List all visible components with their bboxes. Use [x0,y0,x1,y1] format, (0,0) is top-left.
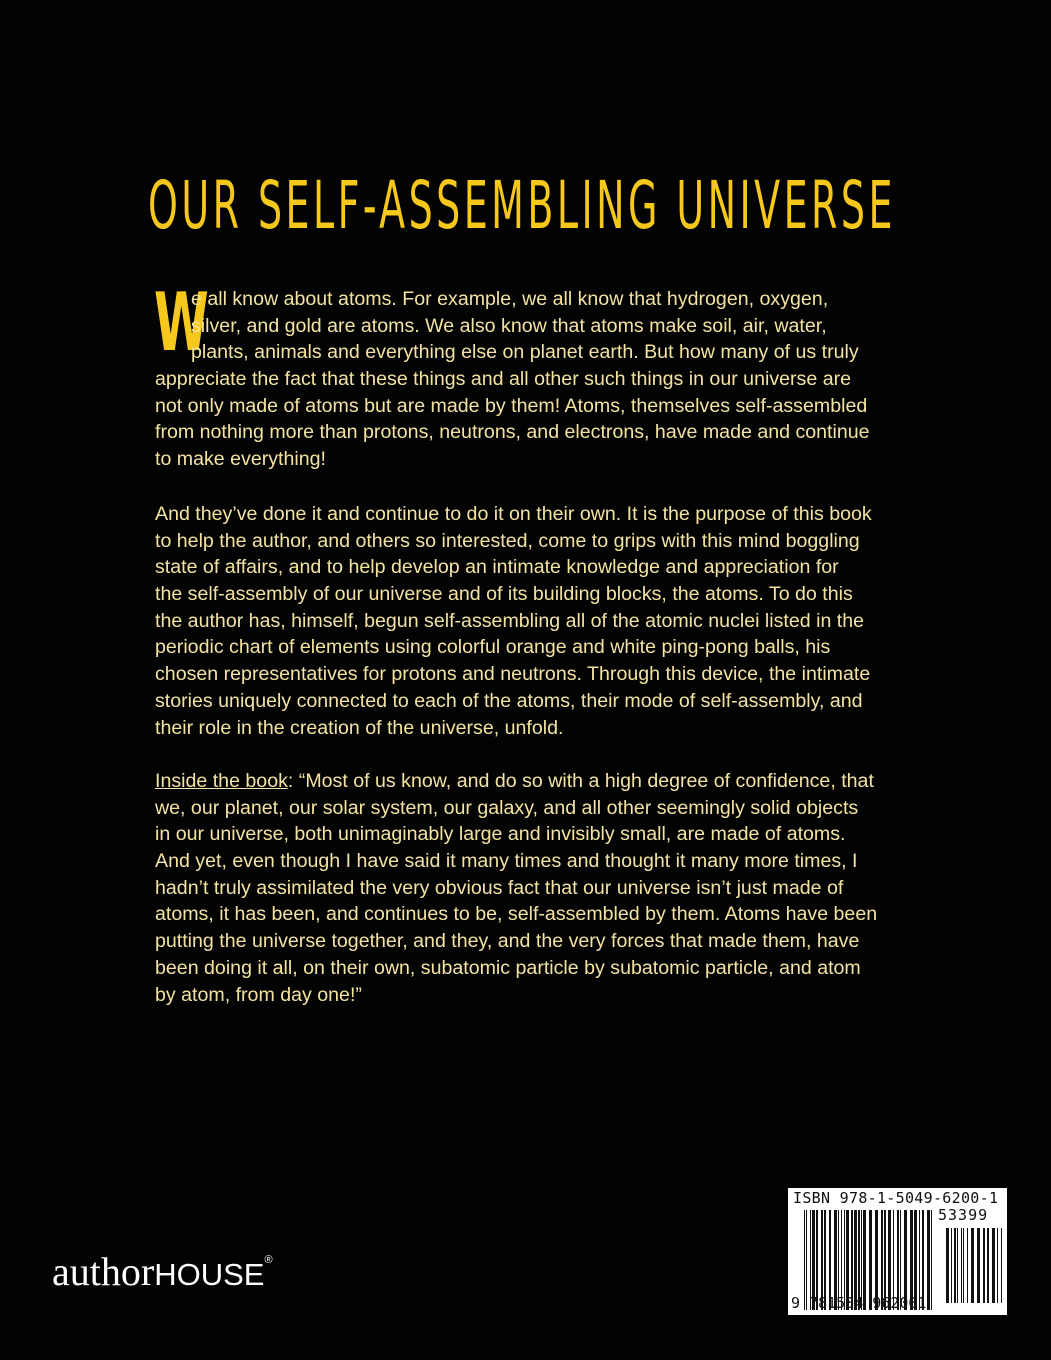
text-line: plants, animals and everything else on planet earth. But how many of us truly [191,341,859,364]
barcode-bar [931,1210,932,1310]
isbn-barcode [788,1188,1007,1315]
text-line: appreciate the fact that these things and all other such things in our universe are [155,368,852,391]
text-line: And they’ve done it and continue to do it on their own. It is the purpose of this book [155,503,872,525]
barcode-bar [997,1228,998,1303]
barcode-bar [1001,1228,1002,1303]
registered-mark: ® [264,1254,273,1266]
barcode-bar [961,1228,962,1303]
text-line-rest: : “Most of us know, and do so with a high degree of confidence, that [287,770,874,792]
text-line: And yet, even though I have said it many times and thought it many more times, I [155,850,858,873]
barcode-bar [983,1228,985,1303]
barcode-bar [954,1228,956,1303]
isbn-number: ISBN 978-1-5049-6200-1 [793,1189,999,1207]
paragraph-purpose [155,501,872,741]
text-line: periodic chart of elements using colorful orange and white ping-pong balls, his [155,636,831,659]
ean-digits: 9 781504 962001 [791,1294,927,1312]
price-code: 53399 [938,1206,989,1224]
text-line: silver, and gold are atoms. We also know that atoms make soil, air, water, [191,314,827,337]
text-line: hadn’t truly assimilated the very obvious fact that our universe isn’t just made of [155,876,844,899]
barcode-bar [927,1210,930,1310]
text-line [155,768,877,795]
barcode-bar [971,1228,974,1303]
text-line: atoms, it has been, and continues to be, self-assembled by them. Atoms have been [155,903,878,926]
logo-house: HOUSE [154,1257,265,1292]
inside-the-book-label: Inside the book [155,770,288,792]
barcode-bar [992,1228,995,1303]
text-line: the author has, himself, begun self-assembling all of the atomic nuclei listed in the [155,609,865,632]
book-title: OUR SELF-ASSEMBLING UNIVERSE [148,167,896,244]
text-line: their role in the creation of the universe, unfold. [155,716,564,739]
paragraph-intro [154,276,870,473]
text-line: from nothing more than protons, neutrons, and electrons, have made and continue [155,421,870,444]
text-line: by atom, from day one!” [155,983,362,1006]
barcode-bar [963,1228,964,1303]
text-line: state of affairs, and to help develop an intimate knowledge and appreciation for [155,556,839,579]
barcode-bar [946,1228,949,1303]
text-line: stories uniquely connected to each of the atoms, their mode of self-assembly, and [155,689,863,712]
text-line: been doing it all, on their own, subatomic particle by subatomic particle, and atom [155,956,861,979]
text-line: the self-assembly of our universe and of its building blocks, the atoms. To do this [155,583,853,606]
text-line: in our universe, both unimaginably large and invisibly small, are made of atoms. [155,823,846,846]
paragraph-inside-book [155,768,877,1008]
text-line: chosen representatives for protons and neutrons. Through this device, the intimate [155,663,871,686]
barcode-bar [987,1228,989,1303]
drop-cap: W [154,276,209,369]
text-line: e all know about atoms. For example, we all know that hydrogen, oxygen, [191,288,829,310]
publisher-logo [52,1248,273,1295]
barcode-bar [957,1228,958,1303]
text-line: to make everything! [155,448,326,471]
text-line: we, our planet, our solar system, our galaxy, and all other seemingly solid objects [155,796,859,819]
barcode-bar [951,1228,952,1303]
barcode-bar [977,1228,980,1303]
text-line: to help the author, and others so interested, come to grips with this mind boggling [155,529,860,552]
text-line: not only made of atoms but are made by them! Atoms, themselves self-assembled [155,394,868,417]
text-line: putting the universe together, and they, and the very forces that made them, have [155,930,860,953]
barcode-bar [967,1228,968,1303]
logo-author: author [52,1249,155,1294]
